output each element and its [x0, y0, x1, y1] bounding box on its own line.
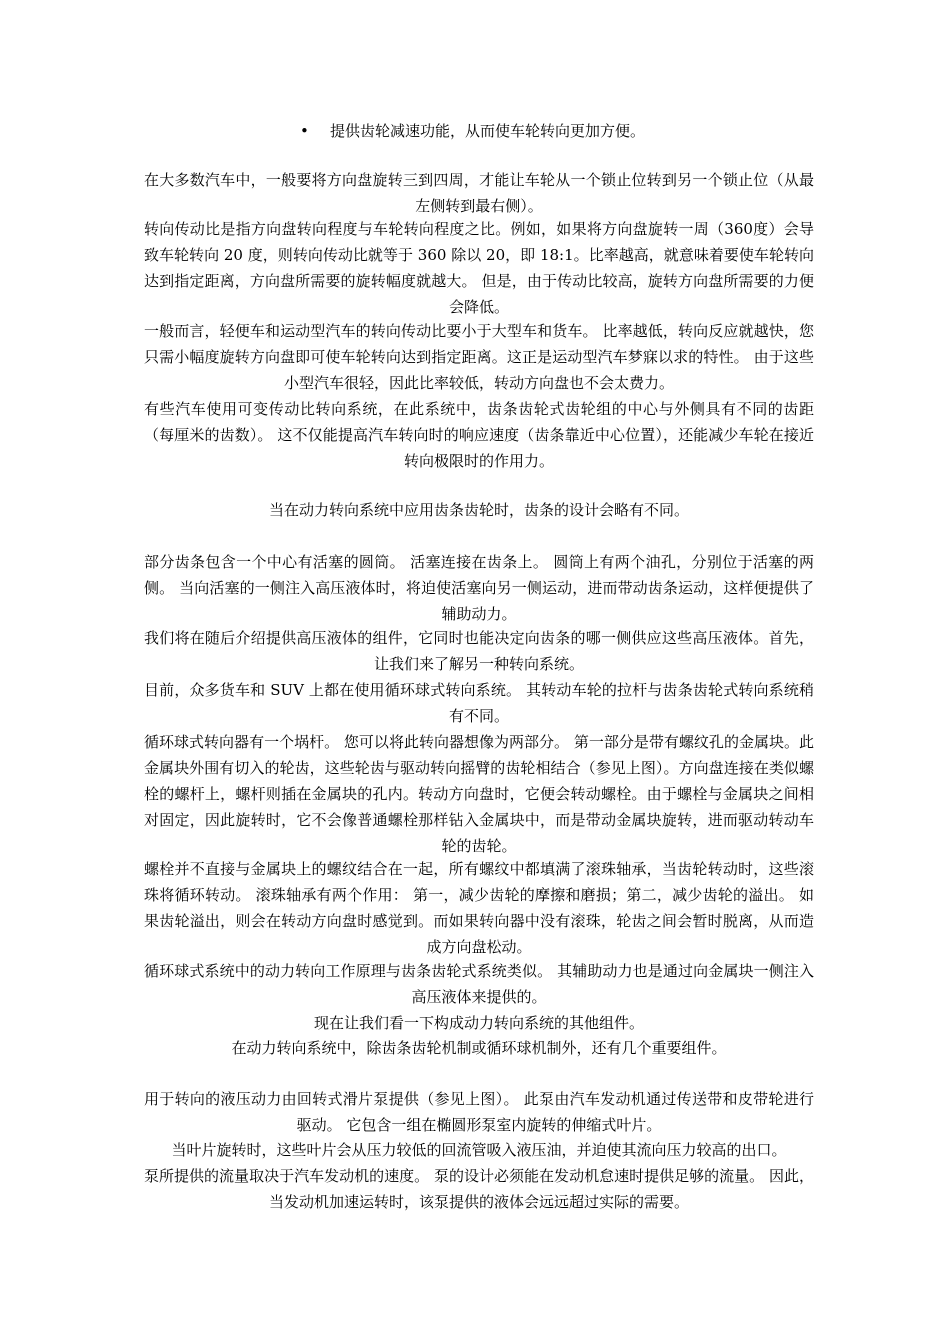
paragraph-other-components: 现在让我们看一下构成动力转向系统的其他组件。: [313, 1014, 644, 1032]
paragraph-ball-bearings: 螺栓并不直接与金属块上的螺纹结合在一起，所有螺纹中都填满了滚珠轴承，当齿轮转动时，这些滚珠将循环转动。 滚珠轴承有两个作用： 第一，减少齿轮的摩擦和磨损；第二，减少齿轮的溢出。 如果齿轮溢出，则会在转动方向盘时感觉到。而如果转向器中没有滚珠，轮齿之间会暂时脱离，从而造成方向盘松动。: [144, 860, 814, 956]
paragraph-steering-ratio: 转向传动比是指方向盘转向程度与车轮转向程度之比。例如，如果将方向盘旋转一周（360度）会导致车轮转向 20 度，则转向传动比就等于 360 除以 20，即 18:1。比率越高，就意味着要使车轮转向达到指定距离，方向盘所需要的旋转幅度就越大。 但是，由于传动比较高，旋转方向盘所需要的力便会降低。: [144, 220, 814, 316]
bullet-item: [300, 118, 800, 144]
paragraph-pump-flow: 泵所提供的流量取决于汽车发动机的速度。 泵的设计必须能在发动机怠速时提供足够的流量。 因此，当发动机加速运转时，该泵提供的液体会远远超过实际的需要。: [144, 1167, 814, 1211]
paragraph-high-pressure-fluid: 我们将在随后介绍提供高压液体的组件，它同时也能决定向齿条的哪一侧供应这些高压液体。首先，让我们来了解另一种转向系统。: [144, 629, 814, 673]
paragraph-important-components: 在动力转向系统中，除齿条齿轮机制或循环球机制外，还有几个重要组件。: [231, 1039, 727, 1057]
bullet-text: 提供齿轮减速功能，从而使车轮转向更加方便。: [330, 122, 646, 140]
paragraph-power-recirculating: 循环球式系统中的动力转向工作原理与齿条齿轮式系统类似。 其辅助动力也是通过向金属块一侧注入高压液体来提供的。: [144, 962, 814, 1006]
paragraph-variable-ratio: 有些汽车使用可变传动比转向系统，在此系统中，齿条齿轮式齿轮组的中心与外侧具有不同的齿距（每厘米的齿数）。 这不仅能提高汽车转向时的响应速度（齿条靠近中心位置），还能减少车轮在接近转向极限时的作用力。: [144, 400, 814, 470]
paragraph-recirculating-ball: 目前，众多货车和 SUV 上都在使用循环球式转向系统。 其转动车轮的拉杆与齿条齿轮式转向系统稍有不同。: [144, 681, 814, 725]
paragraph-vane-rotation: 当叶片旋转时，这些叶片会从压力较低的回流管吸入液压油，并迫使其流向压力较高的出口。: [171, 1141, 787, 1159]
paragraph-power-rack: 当在动力转向系统中应用齿条齿轮时，齿条的设计会略有不同。: [268, 501, 689, 519]
paragraph-vane-pump: 用于转向的液压动力由回转式滑片泵提供（参见上图）。 此泵由汽车发动机通过传送带和皮带轮进行驱动。 它包含一组在椭圆形泵室内旋转的伸缩式叶片。: [144, 1090, 814, 1134]
paragraph-lock-to-lock: 在大多数汽车中，一般要将方向盘旋转三到四周，才能让车轮从一个锁止位转到另一个锁止位（从最左侧转到最右侧）。: [144, 171, 814, 215]
paragraph-piston-cylinder: 部分齿条包含一个中心有活塞的圆筒。 活塞连接在齿条上。 圆筒上有两个油孔，分别位于活塞的两侧。 当向活塞的一侧注入高压液体时，将迫使活塞向另一侧运动，进而带动齿条运动，这样便提供了辅助动力。: [144, 553, 814, 623]
bullet-marker: •: [300, 122, 309, 140]
paragraph-worm-gear: 循环球式转向器有一个埚杆。 您可以将此转向器想像为两部分。 第一部分是带有螺纹孔的金属块。此金属块外围有切入的轮齿，这些轮齿与驱动转向摇臂的齿轮相结合（参见上图）。方向盘连接在类似螺栓的螺杆上，螺杆则插在金属块的孔内。转动方向盘时，它便会转动螺栓。由于螺栓与金属块之间相对固定，因此旋转时，它不会像普通螺栓那样钻入金属块中，而是带动金属块旋转，进而驱动转动车轮的齿轮。: [144, 733, 814, 855]
paragraph-sports-car-ratio: 一般而言，轻便车和运动型汽车的转向传动比要小于大型车和货车。 比率越低，转向反应就越快，您只需小幅度旋转方向盘即可使车轮转向达到指定距离。这正是运动型汽车梦寐以求的特性。 由于这些小型汽车很轻，因此比率较低，转动方向盘也不会太费力。: [144, 322, 814, 392]
